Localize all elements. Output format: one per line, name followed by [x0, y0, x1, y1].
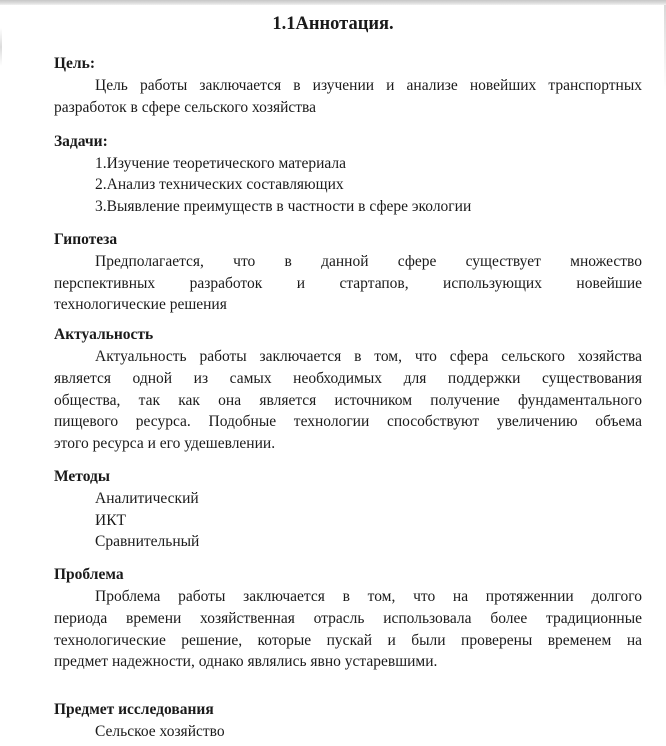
section-goal [54, 53, 642, 118]
paragraph-line: Предполагается, что в данной сфере существует множество [95, 252, 642, 270]
section-hypothesis [54, 229, 642, 316]
list-item: 2.Анализ технических составляющих [95, 176, 344, 194]
section-heading-methods: Методы [54, 468, 110, 486]
paragraph-line: технологические решение, которые пускай и были проверены временем на [54, 631, 642, 649]
section-heading-tasks: Задачи: [54, 132, 108, 150]
section-problem [54, 564, 642, 673]
list-item: 1.Изучение теоретического материала [95, 154, 347, 172]
document-title: 1.1Аннотация. [272, 14, 394, 34]
paragraph-line: Проблема работы заключается в том, что на протяженнии долгого [95, 588, 642, 606]
list-item: Сравнительный [95, 533, 200, 551]
list-item: Сельское хозяйство [95, 723, 225, 741]
paragraph-line: является одной из самых необходимых для поддержки существования [54, 369, 642, 387]
document-page [0, 5, 666, 746]
list-item: ИКТ [95, 511, 126, 529]
paragraph-line: Актуальность работы заключается в том, что сфера сельского хозяйства [95, 348, 642, 366]
section-heading-hypothesis: Гипотеза [54, 231, 118, 249]
list-item: Аналитический [95, 489, 199, 507]
paragraph-line: предмет надежности, однако являлись явно устаревшими. [54, 653, 438, 671]
section-heading-relevance: Актуальность [54, 326, 154, 344]
section-methods [54, 466, 642, 553]
paragraph-line: этого ресурса и его удешевлении. [54, 435, 276, 453]
paragraph-line: общества, так как она является источником получение фундаментального [54, 391, 642, 409]
paragraph-line: разработок в сфере сельского хозяйства [54, 98, 317, 116]
paragraph-line: Цель работы заключается в изучении и анализе новейших транспортных [95, 76, 642, 94]
section-subject [54, 699, 642, 743]
section-heading-subject: Предмет исследования [54, 701, 214, 719]
paragraph-line: перспективных разработок и стартапов, использующих новейшие [54, 274, 642, 292]
section-heading-goal: Цель: [54, 55, 95, 72]
section-relevance [54, 324, 642, 455]
list-item: 3.Выявление преимуществ в частности в сфере экологии [95, 198, 472, 216]
paragraph-line: пищевого ресурса. Подобные технологии способствуют увеличению объема [54, 413, 642, 431]
section-tasks [54, 131, 642, 218]
paragraph-line: технологические решения [54, 296, 227, 314]
section-heading-problem: Проблема [54, 566, 124, 584]
paragraph-line: периода времени хозяйственная отрасль использовала более традиционные [54, 609, 642, 627]
